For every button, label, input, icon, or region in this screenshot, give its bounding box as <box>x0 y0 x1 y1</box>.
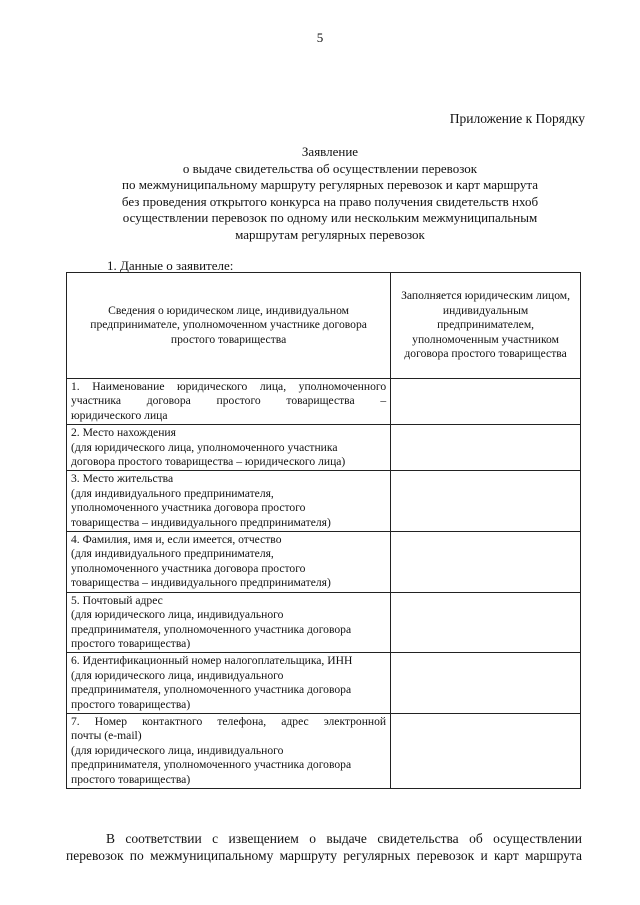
header-left: Сведения о юридическом лице, индивидуальном предпринимателе, уполномоченном участнике договора простого товарищества <box>67 273 391 379</box>
row-7-line: 7. Номер контактного телефона, адрес электронной <box>71 714 387 728</box>
row-label-2 <box>67 425 391 471</box>
row-1-line: участника договора простого товарищества – <box>71 394 387 408</box>
table-row <box>67 471 581 532</box>
title-line: Заявление <box>301 144 359 159</box>
row-input-1[interactable] <box>391 379 581 425</box>
table-row <box>67 592 581 653</box>
row-4-text: 4. Фамилия, имя и, если имеется, отчество (для индивидуального предпринимателя, уполномоченного участника договора простого товарищества – индивидуального предпринимателя) <box>71 533 331 590</box>
table-row <box>67 532 581 593</box>
row-input-4[interactable] <box>391 532 581 593</box>
paragraph-line: перевозок по межмуниципальному маршруту регулярных перевозок и карт маршрута <box>66 848 582 863</box>
table-row <box>67 713 581 788</box>
row-input-2[interactable] <box>391 425 581 471</box>
table-row <box>67 379 581 425</box>
row-label-5 <box>67 592 391 653</box>
row-2-text: 2. Место нахождения (для юридического лица, уполномоченного участника договора простого товарищества – юридического лица) <box>71 426 346 469</box>
row-1-line: юридического лица <box>71 408 168 422</box>
title-line: осуществлении перевозок по одному или нескольким межмуниципальным <box>122 210 538 225</box>
title-line: без проведения открытого конкурса на право получения свидетельств нхоб <box>121 193 539 209</box>
row-label-1 <box>67 379 391 425</box>
table-header-row <box>67 273 581 379</box>
row-6-text: 6. Идентификационный номер налогоплательщика, ИНН (для юридического лица, индивидуального предпринимателя, уполномоченного участника договора простого товарищества) <box>71 654 353 711</box>
page-number: 5 <box>316 30 324 45</box>
row-3-text: 3. Место жительства (для индивидуального предпринимателя, уполномоченного участника договора простого товарищества – индивидуального предпринимателя) <box>71 472 331 529</box>
row-label-4 <box>67 532 391 593</box>
appendix-label: Приложение к Порядку <box>449 111 585 126</box>
row-5-text: 5. Почтовый адрес (для юридического лица, индивидуального предпринимателя, уполномоченного участника договора простого товарищества) <box>71 593 352 650</box>
row-1-line: 1. Наименование юридического лица, уполномоченного <box>71 380 387 393</box>
table-row <box>67 653 581 714</box>
paragraph-line: В соответствии с извещением о выдаче свидетельства об осуществлении <box>106 831 582 846</box>
title-line: о выдаче свидетельства об осуществлении перевозок <box>182 160 478 176</box>
document-title <box>60 144 600 243</box>
row-7-text: почты (e-mail) (для юридического лица, индивидуального предпринимателя, уполномоченного участника договора простого товарищества) <box>71 729 352 786</box>
applicant-data-table <box>66 272 581 789</box>
body-paragraph <box>66 830 582 864</box>
row-input-7[interactable] <box>391 713 581 788</box>
row-label-7 <box>67 713 391 788</box>
title-line: маршрутам регулярных перевозок <box>235 226 425 242</box>
section-heading: 1. Данные о заявителе: <box>107 258 234 273</box>
row-input-5[interactable] <box>391 592 581 653</box>
row-label-6 <box>67 653 391 714</box>
title-line: по межмуниципальному маршруту регулярных перевозок и карт маршрута <box>121 177 538 192</box>
row-label-3 <box>67 471 391 532</box>
table-row <box>67 425 581 471</box>
row-input-3[interactable] <box>391 471 581 532</box>
row-input-6[interactable] <box>391 653 581 714</box>
header-right: Заполняется юридическим лицом, индивидуальным предпринимателем, уполномоченным участником договора простого товарищества <box>391 273 581 379</box>
